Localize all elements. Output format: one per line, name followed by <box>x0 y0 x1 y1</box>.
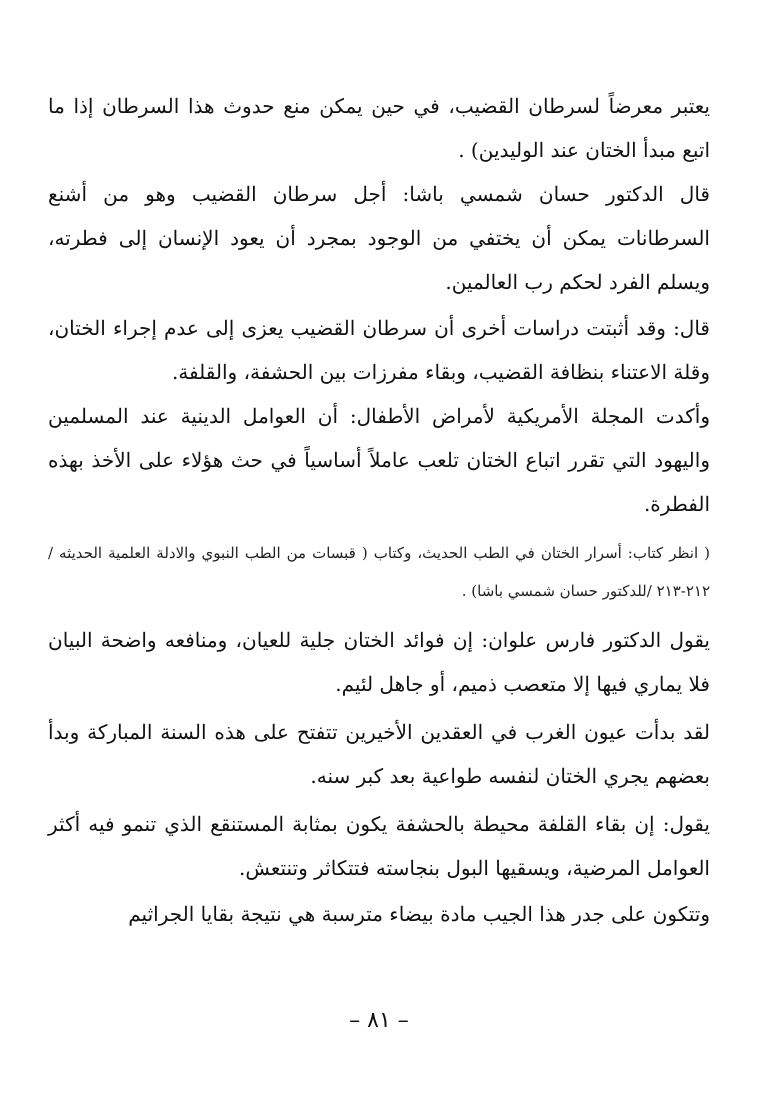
paragraph-6: لقد بدأت عيون الغرب في العقدين الأخيرين تتفتح على هذه السنة المباركة وبدأ بعضهم يجري الختان لنفسه طواعية بعد كبر سنه. <box>48 720 710 788</box>
paragraph-1: يعتبر معرضاً لسرطان القضيب، في حين يمكن منع حدوث هذا السرطان إذا ما اتبع مبدأ الختان عند الوليدين) . <box>48 94 710 162</box>
paragraph-3: قال: وقد أثبتت دراسات أخرى أن سرطان القضيب يعزى إلى عدم إجراء الختان، وقلة الاعتناء بنظافة القضيب، وبقاء مفرزات بين الحشفة، والقلفة. <box>48 316 710 384</box>
page-number: – ٨١ – <box>349 1008 409 1033</box>
paragraph-5: يقول الدكتور فارس علوان: إن فوائد الختان جلية للعيان، ومنافعه واضحة البيان فلا يماري فيها إلا متعصب ذميم، أو جاهل لئيم. <box>48 628 710 696</box>
paragraph-7: يقول: إن بقاء القلفة محيطة بالحشفة يكون بمثابة المستنقع الذي تنمو فيه أكثر العوامل المرضية، ويسقيها البول بنجاسته فتتكاثر وتنتعش. <box>48 812 710 880</box>
footnote: ( انظر كتاب: أسرار الختان في الطب الحديث، وكتاب ( قبسات من الطب النبوي والادلة العلمية الحديثه / ٢١٢-٢١٣ /للدكتور حسان شمسي باشا) . <box>48 544 710 600</box>
paragraph-2: قال الدكتور حسان شمسي باشا: أجل سرطان القضيب وهو من أشنع السرطانات يمكن أن يختفي من الوجود بمجرد أن يعود الإنسان إلى فطرته، ويسلم الفرد لحكم رب العالمين. <box>48 182 710 294</box>
paragraph-8: وتتكون على جدر هذا الجيب مادة بيضاء مترسبة هي نتيجة بقايا الجراثيم <box>128 902 710 926</box>
paragraph-4: وأكدت المجلة الأمريكية لأمراض الأطفال: أن العوامل الدينية عند المسلمين واليهود التي تقرر اتباع الختان تلعب عاملاً أساسياً في حث هؤلاء على الأخذ بهذه الفطرة. <box>48 404 710 516</box>
